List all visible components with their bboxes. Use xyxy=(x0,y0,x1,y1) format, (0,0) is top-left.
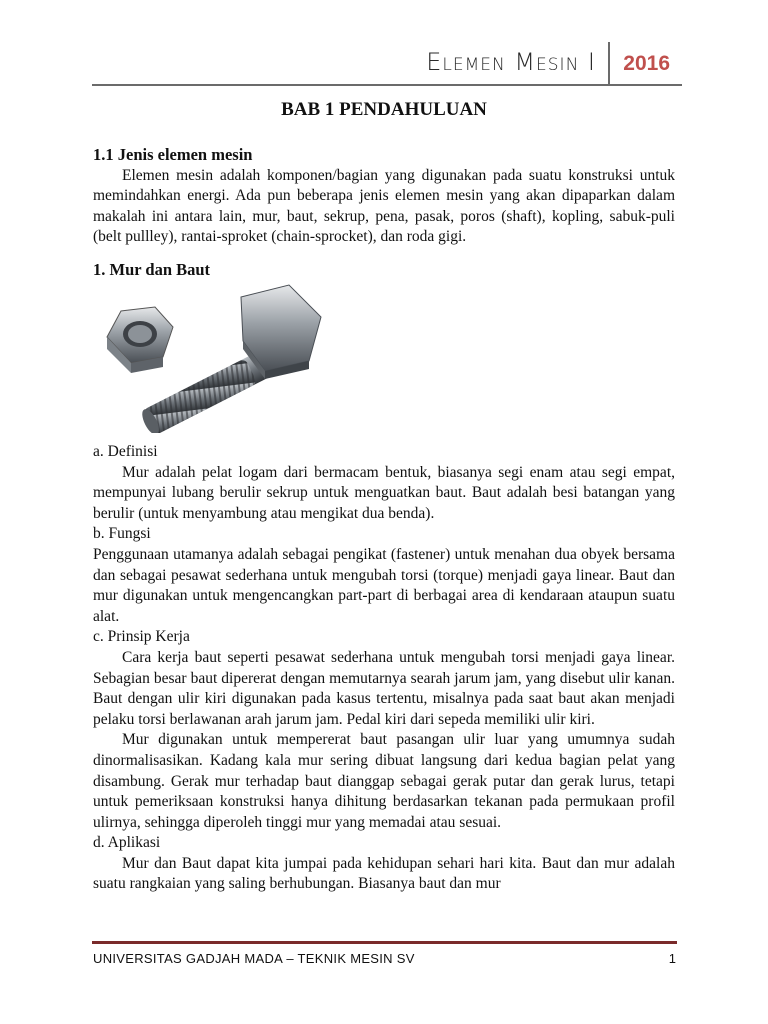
subsection-label-prinsip-kerja: c. Prinsip Kerja xyxy=(93,628,190,646)
paragraph: Cara kerja baut seperti pesawat sederhana untuk mengubah torsi menjadi gaya linear. Sebagian besar baut dipererat dengan memutarnya searah jarum jam, yang disebut ulir kanan. Baut dengan ulir kiri digunakan pada kasus tertentu, misalnya pada saat baut akan menjadi pelaku torsi berlawanan arah jarum jam. Pedal kiri dari sepeda memiliki ulir kiri. xyxy=(93,648,675,728)
nut-and-bolt-icon xyxy=(93,283,343,433)
subsection-label-aplikasi: d. Aplikasi xyxy=(93,834,161,852)
page-header xyxy=(92,42,682,84)
nut-and-bolt-photo xyxy=(93,283,343,433)
header-separator xyxy=(608,42,610,84)
paragraph: Mur digunakan untuk mempererat baut pasangan ulir luar yang umumnya sudah dinormalisasikan. Kadang kala mur sering dibuat langsung dari kedua bagian pelat yang disambung. Gerak mur terhadap baut dianggap sebagai gerak putar dan gerak lurus, tetapi untuk pemeriksaan konstruksi hanya dihitung berdasarkan tekanan pada permukaan profil ulirnya, sehingga diperoleh tinggi mur yang memadai atau sesuai. xyxy=(93,731,675,831)
header-year: 2016 xyxy=(623,52,670,75)
paragraph: Mur adalah pelat logam dari bermacam bentuk, biasanya segi enam atau segi empat, mempunyai lubang berulir sekrup untuk menguatkan baut. Baut adalah besi batangan yang berulir (untuk menyambung atau mengikat dua benda). xyxy=(93,463,675,522)
paragraph: Penggunaan utamanya adalah sebagai pengikat (fastener) untuk menahan dua obyek bersama dan sebagai pesawat sederhana untuk mengubah torsi (torque) menjadi gaya linear. Baut dan mur digunakan untuk mengencangkan part-part di berbagai area di kendaraan ataupun suatu alat. xyxy=(93,545,675,625)
subsection-label-definisi: a. Definisi xyxy=(93,443,158,460)
section-heading: 1. Mur dan Baut xyxy=(93,260,211,279)
footer-institution: UNIVERSITAS GADJAH MADA – TEKNIK MESIN SV xyxy=(93,951,415,966)
footer-rule xyxy=(92,941,677,944)
section-1-1 xyxy=(93,145,675,248)
section-1-heading-block xyxy=(93,260,675,281)
header-title: Elemen Mesin I xyxy=(426,48,596,76)
subsection-label-fungsi: b. Fungsi xyxy=(93,525,151,543)
paragraph: Elemen mesin adalah komponen/bagian yang digunakan pada suatu konstruksi untuk memindahkan energi. Ada pun beberapa jenis elemen mesin yang akan dipaparkan dalam makalah ini antara lain, mur, baut, sekrup, pena, pasak, poros (shaft), kopling, sabuk-puli (belt pullley), rantai-sproket (chain-sprocket), dan roda gigi. xyxy=(93,166,675,246)
section-heading: 1.1 Jenis elemen mesin xyxy=(93,145,253,164)
page-number: 1 xyxy=(668,951,676,966)
section-1-text xyxy=(93,442,675,895)
paragraph: Mur dan Baut dapat kita jumpai pada kehidupan sehari hari kita. Baut dan mur adalah suatu rangkaian yang saling berhubungan. Biasanya baut dan mur xyxy=(93,854,675,893)
chapter-title: BAB 1 PENDAHULUAN xyxy=(281,99,487,120)
header-rule xyxy=(92,84,682,86)
